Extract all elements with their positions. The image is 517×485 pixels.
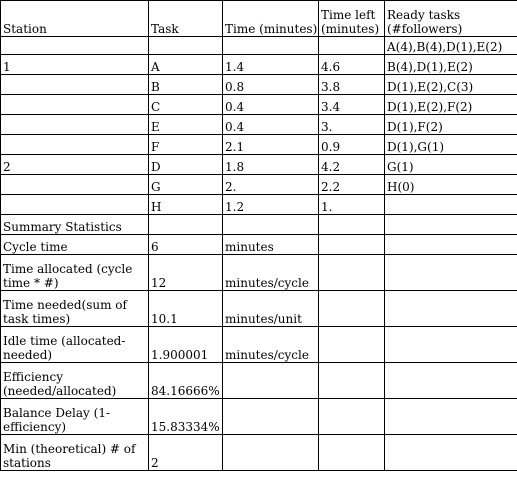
summary-unit: minutes/cycle — [223, 255, 319, 291]
header-time: Time (minutes) — [223, 1, 319, 37]
time-left-cell: 1. — [319, 195, 385, 215]
station-cell — [1, 135, 149, 155]
summary-label: Time allocated (cycle time * #) — [1, 255, 149, 291]
ready-cell: D(1),G(1) — [385, 135, 517, 155]
task-row — [1, 75, 517, 95]
header-row — [1, 1, 517, 37]
station-cell: 2 — [1, 155, 149, 175]
ready-cell: B(4),D(1),E(2) — [385, 55, 517, 75]
task-cell: G — [149, 175, 223, 195]
station-cell: 1 — [1, 55, 149, 75]
summary-label: Time needed(sum of task times) — [1, 291, 149, 327]
summary-value: 15.83334% — [149, 399, 223, 435]
cell-empty — [1, 37, 149, 55]
summary-title: Summary Statistics — [1, 215, 149, 235]
initial-ready-row — [1, 37, 517, 55]
cell-empty — [149, 37, 223, 55]
ready-cell: D(1),E(2),F(2) — [385, 95, 517, 115]
summary-row — [1, 399, 517, 435]
cell-empty — [385, 327, 517, 363]
summary-label: Efficiency (needed/allocated) — [1, 363, 149, 399]
summary-unit: minutes/cycle — [223, 327, 319, 363]
summary-value: 2 — [149, 435, 223, 471]
time-left-cell: 4.6 — [319, 55, 385, 75]
header-time-left: Time left (minutes) — [319, 1, 385, 37]
cell-empty — [319, 291, 385, 327]
time-left-cell: 3. — [319, 115, 385, 135]
cell-empty — [319, 399, 385, 435]
task-row — [1, 95, 517, 115]
time-cell: 2. — [223, 175, 319, 195]
ready-cell: D(1),F(2) — [385, 115, 517, 135]
summary-row — [1, 327, 517, 363]
task-cell: B — [149, 75, 223, 95]
task-cell: E — [149, 115, 223, 135]
cell-empty — [319, 37, 385, 55]
time-left-cell: 3.4 — [319, 95, 385, 115]
summary-label: Min (theoretical) # of stations — [1, 435, 149, 471]
cell-empty — [385, 215, 517, 235]
cell-empty — [223, 37, 319, 55]
header-ready-tasks: Ready tasks (#followers) — [385, 1, 517, 37]
cell-empty — [319, 363, 385, 399]
task-row — [1, 155, 517, 175]
task-row — [1, 135, 517, 155]
cell-empty — [319, 435, 385, 471]
summary-row — [1, 255, 517, 291]
cell-empty — [319, 327, 385, 363]
summary-value: 10.1 — [149, 291, 223, 327]
cell-empty — [385, 255, 517, 291]
cell-empty — [385, 399, 517, 435]
time-cell: 0.4 — [223, 115, 319, 135]
cell-empty — [319, 255, 385, 291]
summary-title-row — [1, 215, 517, 235]
summary-value: 6 — [149, 235, 223, 255]
cell-empty — [319, 215, 385, 235]
summary-unit — [223, 363, 319, 399]
cell-empty — [223, 215, 319, 235]
task-cell: F — [149, 135, 223, 155]
summary-value: 12 — [149, 255, 223, 291]
time-cell: 1.8 — [223, 155, 319, 175]
station-cell — [1, 95, 149, 115]
station-cell — [1, 175, 149, 195]
summary-row — [1, 291, 517, 327]
time-left-cell: 2.2 — [319, 175, 385, 195]
station-cell — [1, 195, 149, 215]
task-cell: C — [149, 95, 223, 115]
summary-unit: minutes/unit — [223, 291, 319, 327]
ready-cell: H(0) — [385, 175, 517, 195]
cell-empty — [385, 291, 517, 327]
summary-label: Cycle time — [1, 235, 149, 255]
cell-empty — [385, 435, 517, 471]
time-cell: 1.4 — [223, 55, 319, 75]
task-row — [1, 55, 517, 75]
header-station: Station — [1, 1, 149, 37]
summary-value: 84.16666% — [149, 363, 223, 399]
task-row — [1, 175, 517, 195]
task-row — [1, 195, 517, 215]
station-cell — [1, 115, 149, 135]
ready-cell: G(1) — [385, 155, 517, 175]
task-row — [1, 115, 517, 135]
ready-cell — [385, 195, 517, 215]
time-cell: 2.1 — [223, 135, 319, 155]
time-cell: 0.8 — [223, 75, 319, 95]
time-left-cell: 0.9 — [319, 135, 385, 155]
cell-empty — [385, 363, 517, 399]
summary-unit: minutes — [223, 235, 319, 255]
summary-value: 1.900001 — [149, 327, 223, 363]
time-left-cell: 4.2 — [319, 155, 385, 175]
time-cell: 0.4 — [223, 95, 319, 115]
summary-row — [1, 363, 517, 399]
time-cell: 1.2 — [223, 195, 319, 215]
cell-empty — [385, 235, 517, 255]
initial-ready-cell: A(4),B(4),D(1),E(2) — [385, 37, 517, 55]
summary-row — [1, 235, 517, 255]
ready-cell: D(1),E(2),C(3) — [385, 75, 517, 95]
cell-empty — [319, 235, 385, 255]
time-left-cell: 3.8 — [319, 75, 385, 95]
summary-row — [1, 435, 517, 471]
summary-label: Idle time (allocated-needed) — [1, 327, 149, 363]
task-cell: D — [149, 155, 223, 175]
task-cell: A — [149, 55, 223, 75]
summary-unit — [223, 435, 319, 471]
station-cell — [1, 75, 149, 95]
summary-unit — [223, 399, 319, 435]
task-cell: H — [149, 195, 223, 215]
cell-empty — [149, 215, 223, 235]
summary-label: Balance Delay (1-efficiency) — [1, 399, 149, 435]
header-task: Task — [149, 1, 223, 37]
